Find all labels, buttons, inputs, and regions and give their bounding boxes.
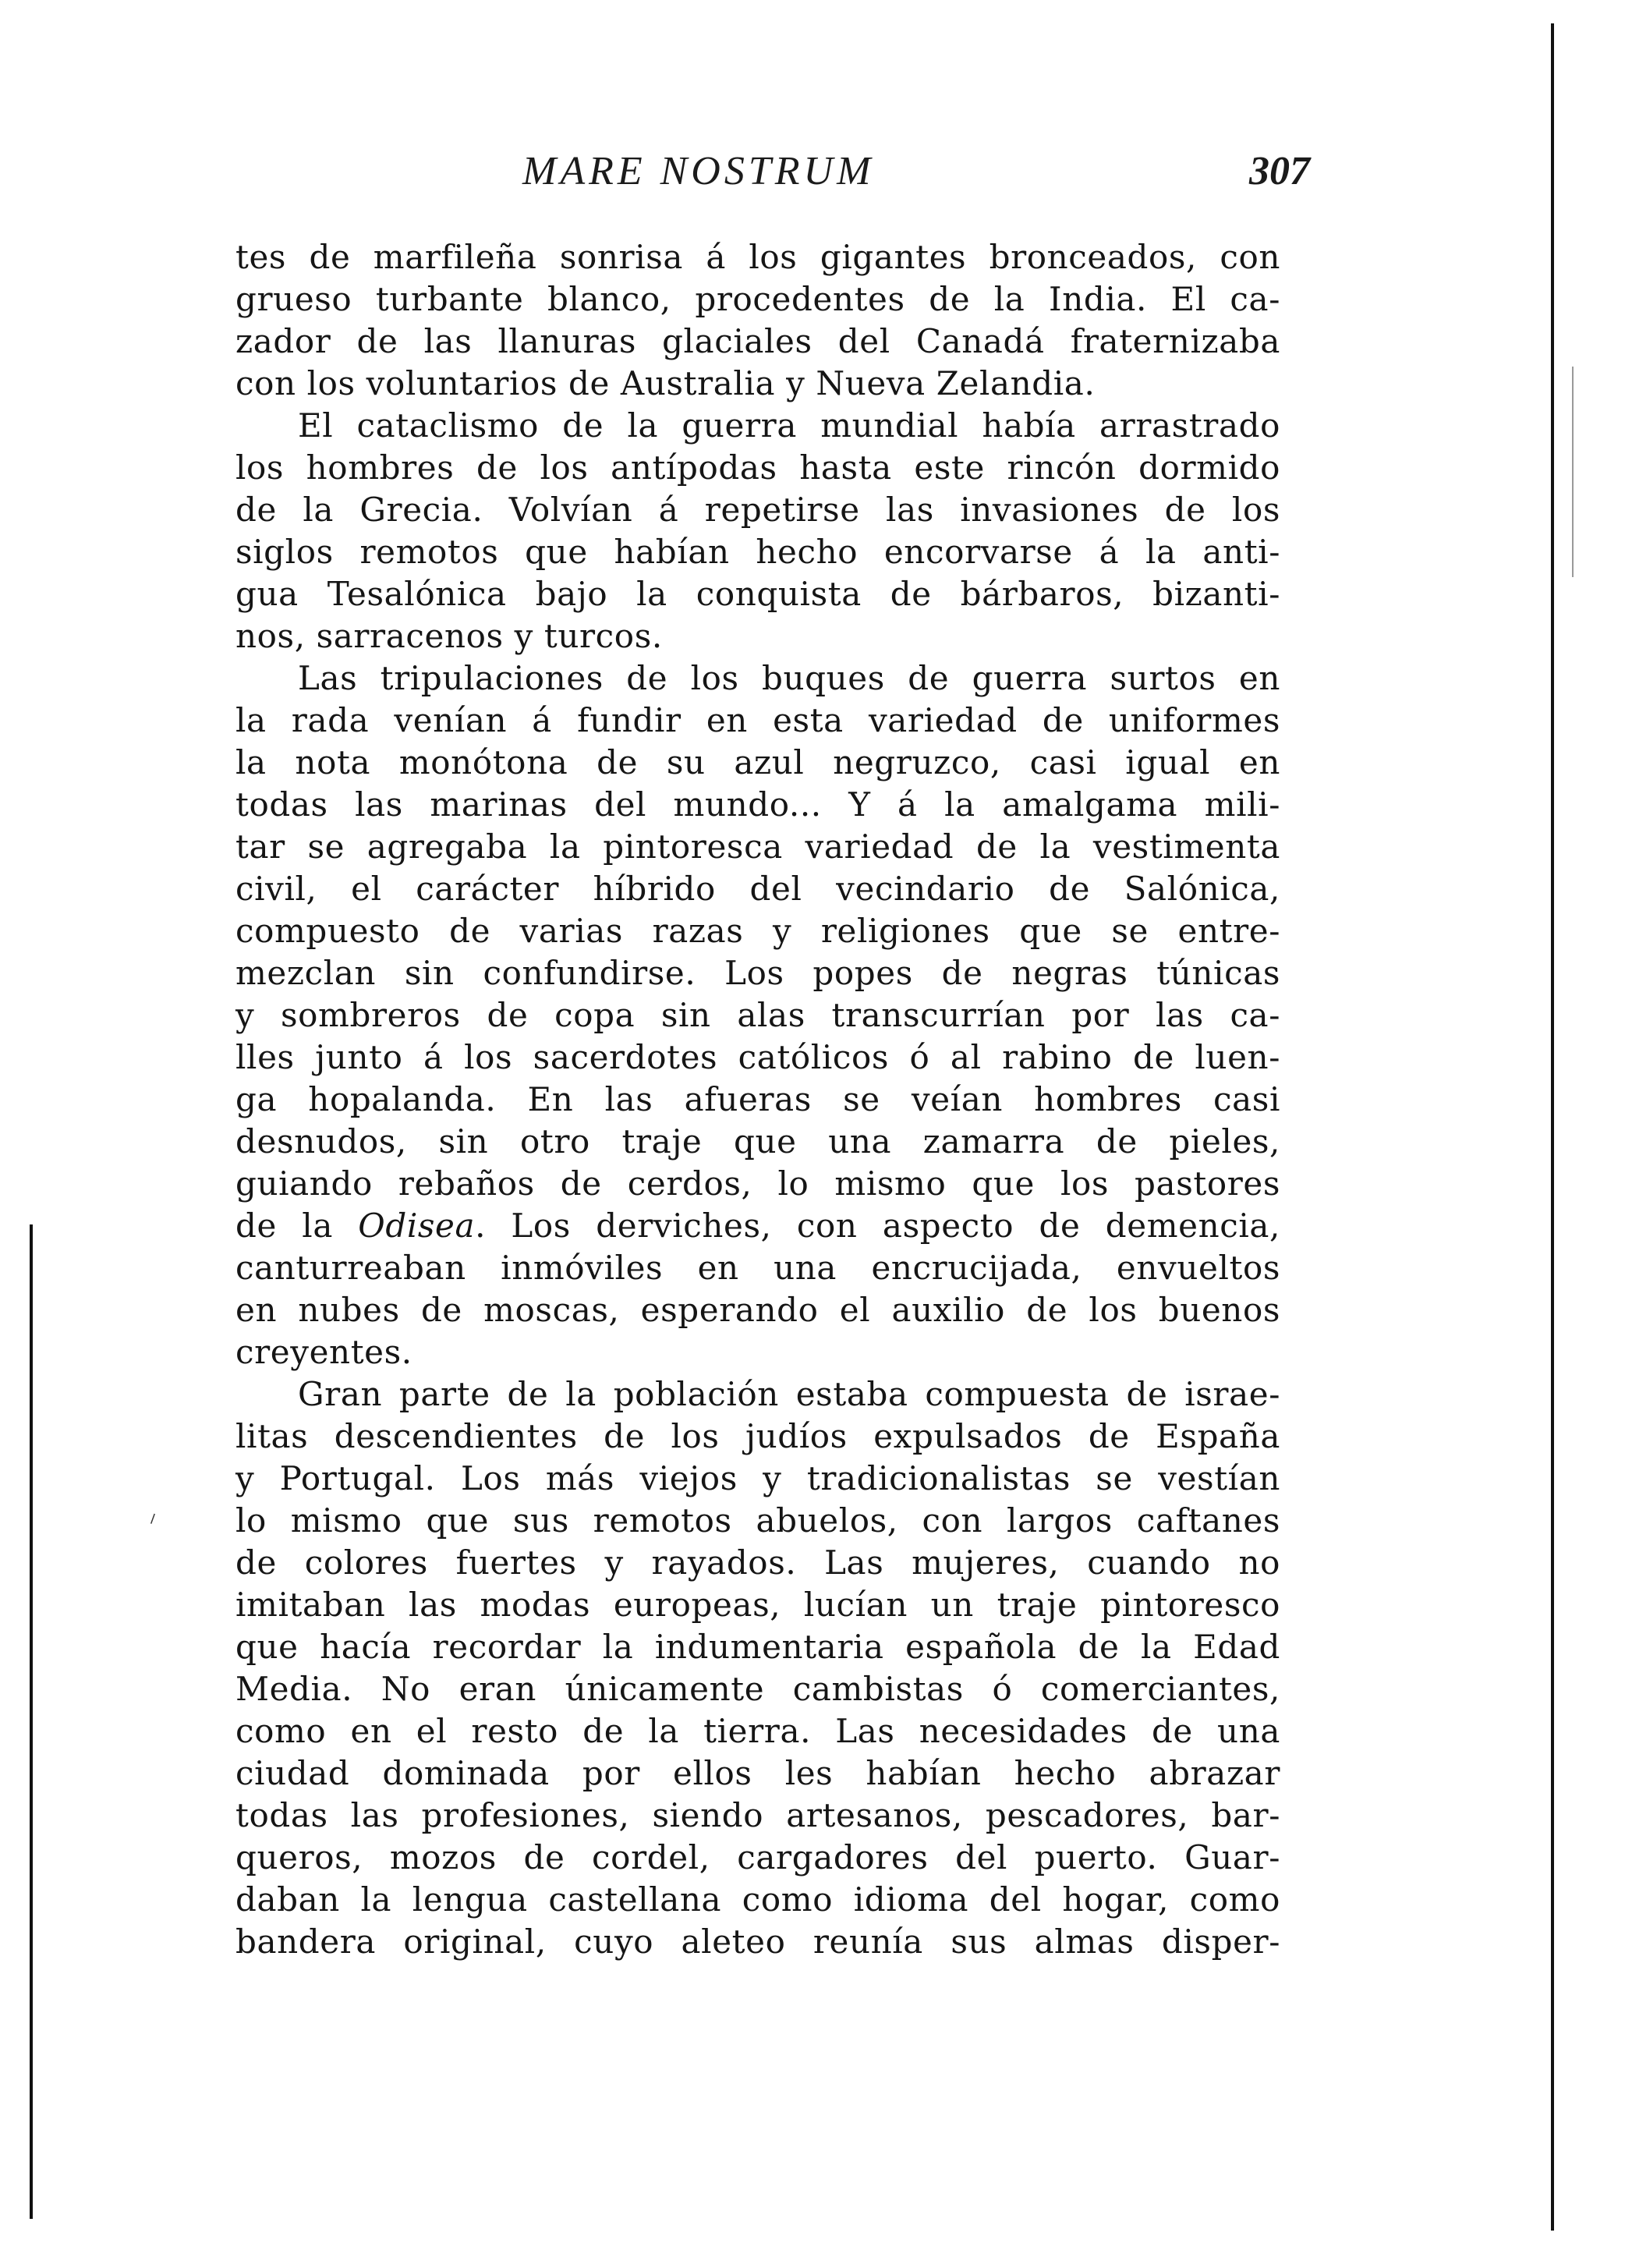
scan-edge-rule-right [1551,23,1554,2231]
text-line: nos, sarracenos y turcos. [235,617,663,655]
text-line: como en el resto de la tierra. Las necesidades de una [235,1712,1280,1750]
text-line: de colores fuertes y rayados. Las mujeres, cuando no [235,1543,1280,1582]
text-line: litas descendientes de los judíos expulsados de España [235,1417,1280,1455]
text-line: lo mismo que sus remotos abuelos, con largos caftanes [235,1501,1280,1540]
text-line: Gran parte de la población estaba compuesta de israe- [298,1375,1280,1413]
text-line: y Portugal. Los más viejos y tradicionalistas se vestían [235,1459,1280,1497]
text-line: imitaban las modas europeas, lucían un traje pintoresco [235,1586,1280,1624]
text-line: la rada venían á fundir en esta variedad de uniformes [235,701,1280,739]
text-line: guiando rebaños de cerdos, lo mismo que los pastores [235,1164,1280,1203]
text-line: todas las marinas del mundo... Y á la amalgama mili- [235,785,1280,824]
text-line: queros, mozos de cordel, cargadores del puerto. Guar- [235,1838,1280,1876]
body-text [235,236,1280,1963]
text-line: bandera original, cuyo aleteo reunía sus almas disper- [235,1922,1280,1961]
text-line: en nubes de moscas, esperando el auxilio de los buenos [235,1291,1280,1329]
text-line: Media. No eran únicamente cambistas ó comerciantes, [235,1670,1280,1708]
text-line: El cataclismo de la guerra mundial había arrastrado [298,406,1280,445]
text-line: que hacía recordar la indumentaria española de la Edad [235,1628,1280,1666]
page-header [234,148,1310,195]
text-line: con los voluntarios de Australia y Nueva Zelandia. [235,364,1096,402]
text-line: grueso turbante blanco, procedentes de la India. El ca- [235,280,1280,318]
text-fragment: de la [235,1207,359,1245]
italic-title-odisea: Odisea [358,1207,476,1245]
text-line: civil, el carácter híbrido del vecindario de Salónica, [235,870,1280,908]
text-line: ciudad dominada por ellos les habían hecho abrazar [235,1754,1280,1792]
text-line: todas las profesiones, siendo artesanos, pescadores, bar- [235,1796,1280,1834]
text-line: de la Grecia. Volvían á repetirse las invasiones de los [235,491,1280,529]
text-line: creyentes. [235,1333,412,1371]
text-line: Las tripulaciones de los buques de guerra surtos en [298,659,1280,697]
page-number: 307 [1249,149,1310,193]
text-line: ga hopalanda. En las afueras se veían hombres casi [235,1080,1280,1118]
text-line: la nota monótona de su azul negruzco, casi igual en [235,743,1280,781]
text-line-mixed [235,1205,1280,1247]
scan-edge-rule-faint [1572,367,1574,577]
scan-edge-rule-left [30,1224,33,2219]
text-line: tes de marfileña sonrisa á los gigantes bronceados, con [235,238,1280,276]
text-line: canturreaban inmóviles en una encrucijada, envueltos [235,1249,1280,1287]
text-line: tar se agregaba la pintoresca variedad de la vestimenta [235,827,1280,866]
text-line: mezclan sin confundirse. Los popes de negras túnicas [235,954,1280,992]
text-line: los hombres de los antípodas hasta este rincón dormido [235,448,1280,487]
text-line: siglos remotos que habían hecho encorvarse á la anti- [235,533,1280,571]
text-fragment: . Los derviches, con aspecto de demencia, [475,1207,1280,1245]
text-line: lles junto á los sacerdotes católicos ó al rabino de luen- [235,1038,1280,1076]
text-line: gua Tesalónica bajo la conquista de bárbaros, bizanti- [235,575,1280,613]
text-line: daban la lengua castellana como idioma del hogar, como [235,1880,1280,1919]
running-title: MARE NOSTRUM [522,149,875,193]
text-line: desnudos, sin otro traje que una zamarra de pieles, [235,1122,1280,1161]
text-line: zador de las llanuras glaciales del Canadá fraternizaba [235,322,1280,360]
text-line: y sombreros de copa sin alas transcurrían por las ca- [235,996,1280,1034]
text-line: compuesto de varias razas y religiones que se entre- [235,912,1280,950]
stray-pencil-mark: ⸝ [140,1500,161,1529]
